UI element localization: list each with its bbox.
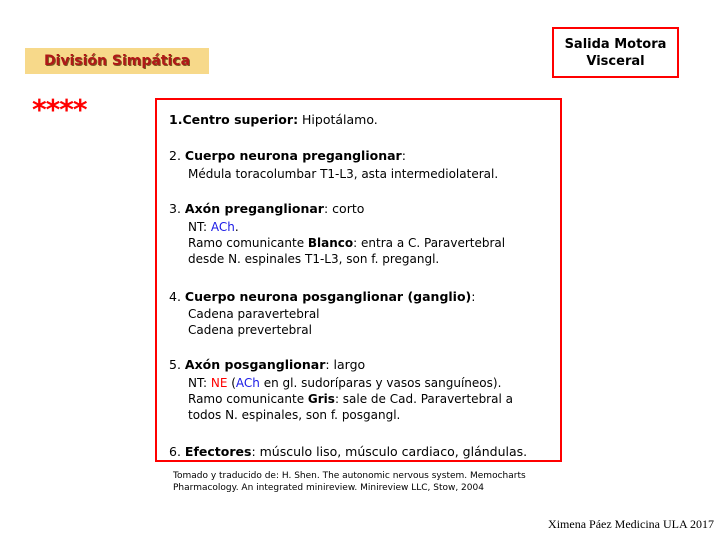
item-2-label: Cuerpo neurona preganglionar [184,148,402,163]
item-5-label: Axón posganglionar [184,357,326,372]
item-5-nt-value: NE [210,376,228,390]
motora-line-1: Salida Motora [564,36,667,52]
item-6-text: músculo liso, músculo cardiaco, glándulas. [255,444,528,459]
item-1-text: Hipotálamo. [298,112,378,127]
item-5-number: 5. [169,357,181,372]
item-4-label: Cuerpo neurona posganglionar (ganglio) [184,289,472,304]
item-3-text: corto [328,201,365,216]
item-2-number: 2. [169,148,181,163]
item-3-number: 3. [169,201,181,216]
item-3-line-3: desde N. espinales T1-L3, son f. pregangl. [188,252,440,266]
item-2-sub-1: Médula toracolumbar T1-L3, asta intermediolateral. [188,167,499,181]
item-1-label: Centro superior [182,112,294,127]
section-title: División Simpática [43,53,191,69]
item-3-ramo-blanco: Blanco [307,236,354,250]
item-3-colon: : [323,201,329,216]
motora-line-2: Visceral [586,53,645,69]
item-4-sub-1: Cadena paravertebral [188,307,320,321]
author-credit: Ximena Páez Medicina ULA 2017 [548,517,714,531]
item-3-nt [188,219,239,235]
item-1-number: 1. [169,112,183,127]
item-5-colon: : [325,357,330,372]
item-5-nt-ach: ACh [235,376,260,390]
item-5-nt-label: NT: [188,376,211,390]
item-3-ramo-pre: Ramo comunicante [188,236,308,250]
item-6-number: 6. [169,444,181,459]
item-4-sub-2: Cadena prevertebral [188,323,312,337]
item-5-ramo-pre: Ramo comunicante [188,392,308,406]
item-5-text: largo [329,357,366,372]
item-2 [169,148,406,164]
item-3-nt-end: . [234,220,239,234]
item-6 [169,444,527,460]
section-title-banner [25,48,209,74]
item-4-colon: : [471,289,476,304]
item-3-label: Axón preganglionar [184,201,324,216]
item-1 [169,112,378,128]
item-3-nt-label: NT: [188,220,211,234]
item-5-nt-open: ( [227,376,236,390]
motora-label-box [552,27,679,78]
item-4 [169,289,475,305]
item-3-nt-value: ACh [210,220,235,234]
item-5-ramo-gris: Gris [307,392,335,406]
item-5-ramo [188,391,513,407]
item-4-number: 4. [169,289,181,304]
reference-line-1: Tomado y traducido de: H. Shen. The autonomic nervous system. Memocharts [173,471,526,481]
item-3-ramo [188,235,505,251]
item-5 [169,357,365,373]
content-box [155,98,562,462]
item-2-colon: : [401,148,406,163]
item-5-nt-tail: en gl. sudoríparas y vasos sanguíneos). [259,376,502,390]
reference-note [173,470,526,494]
item-1-colon: : [293,112,299,127]
item-5-ramo-post: : sale de Cad. Paravertebral a [334,392,513,406]
reference-line-2: Pharmacology. An integrated minireview. Minireview LLC, Stow, 2004 [173,483,484,493]
item-5-nt [188,375,501,391]
item-5-line-3: todos N. espinales, son f. posgangl. [188,408,401,422]
item-6-colon: : [251,444,256,459]
stars-marker: **** [32,93,87,126]
item-6-label: Efectores [184,444,252,459]
item-3 [169,201,364,217]
item-3-ramo-post: : entra a C. Paravertebral [353,236,506,250]
